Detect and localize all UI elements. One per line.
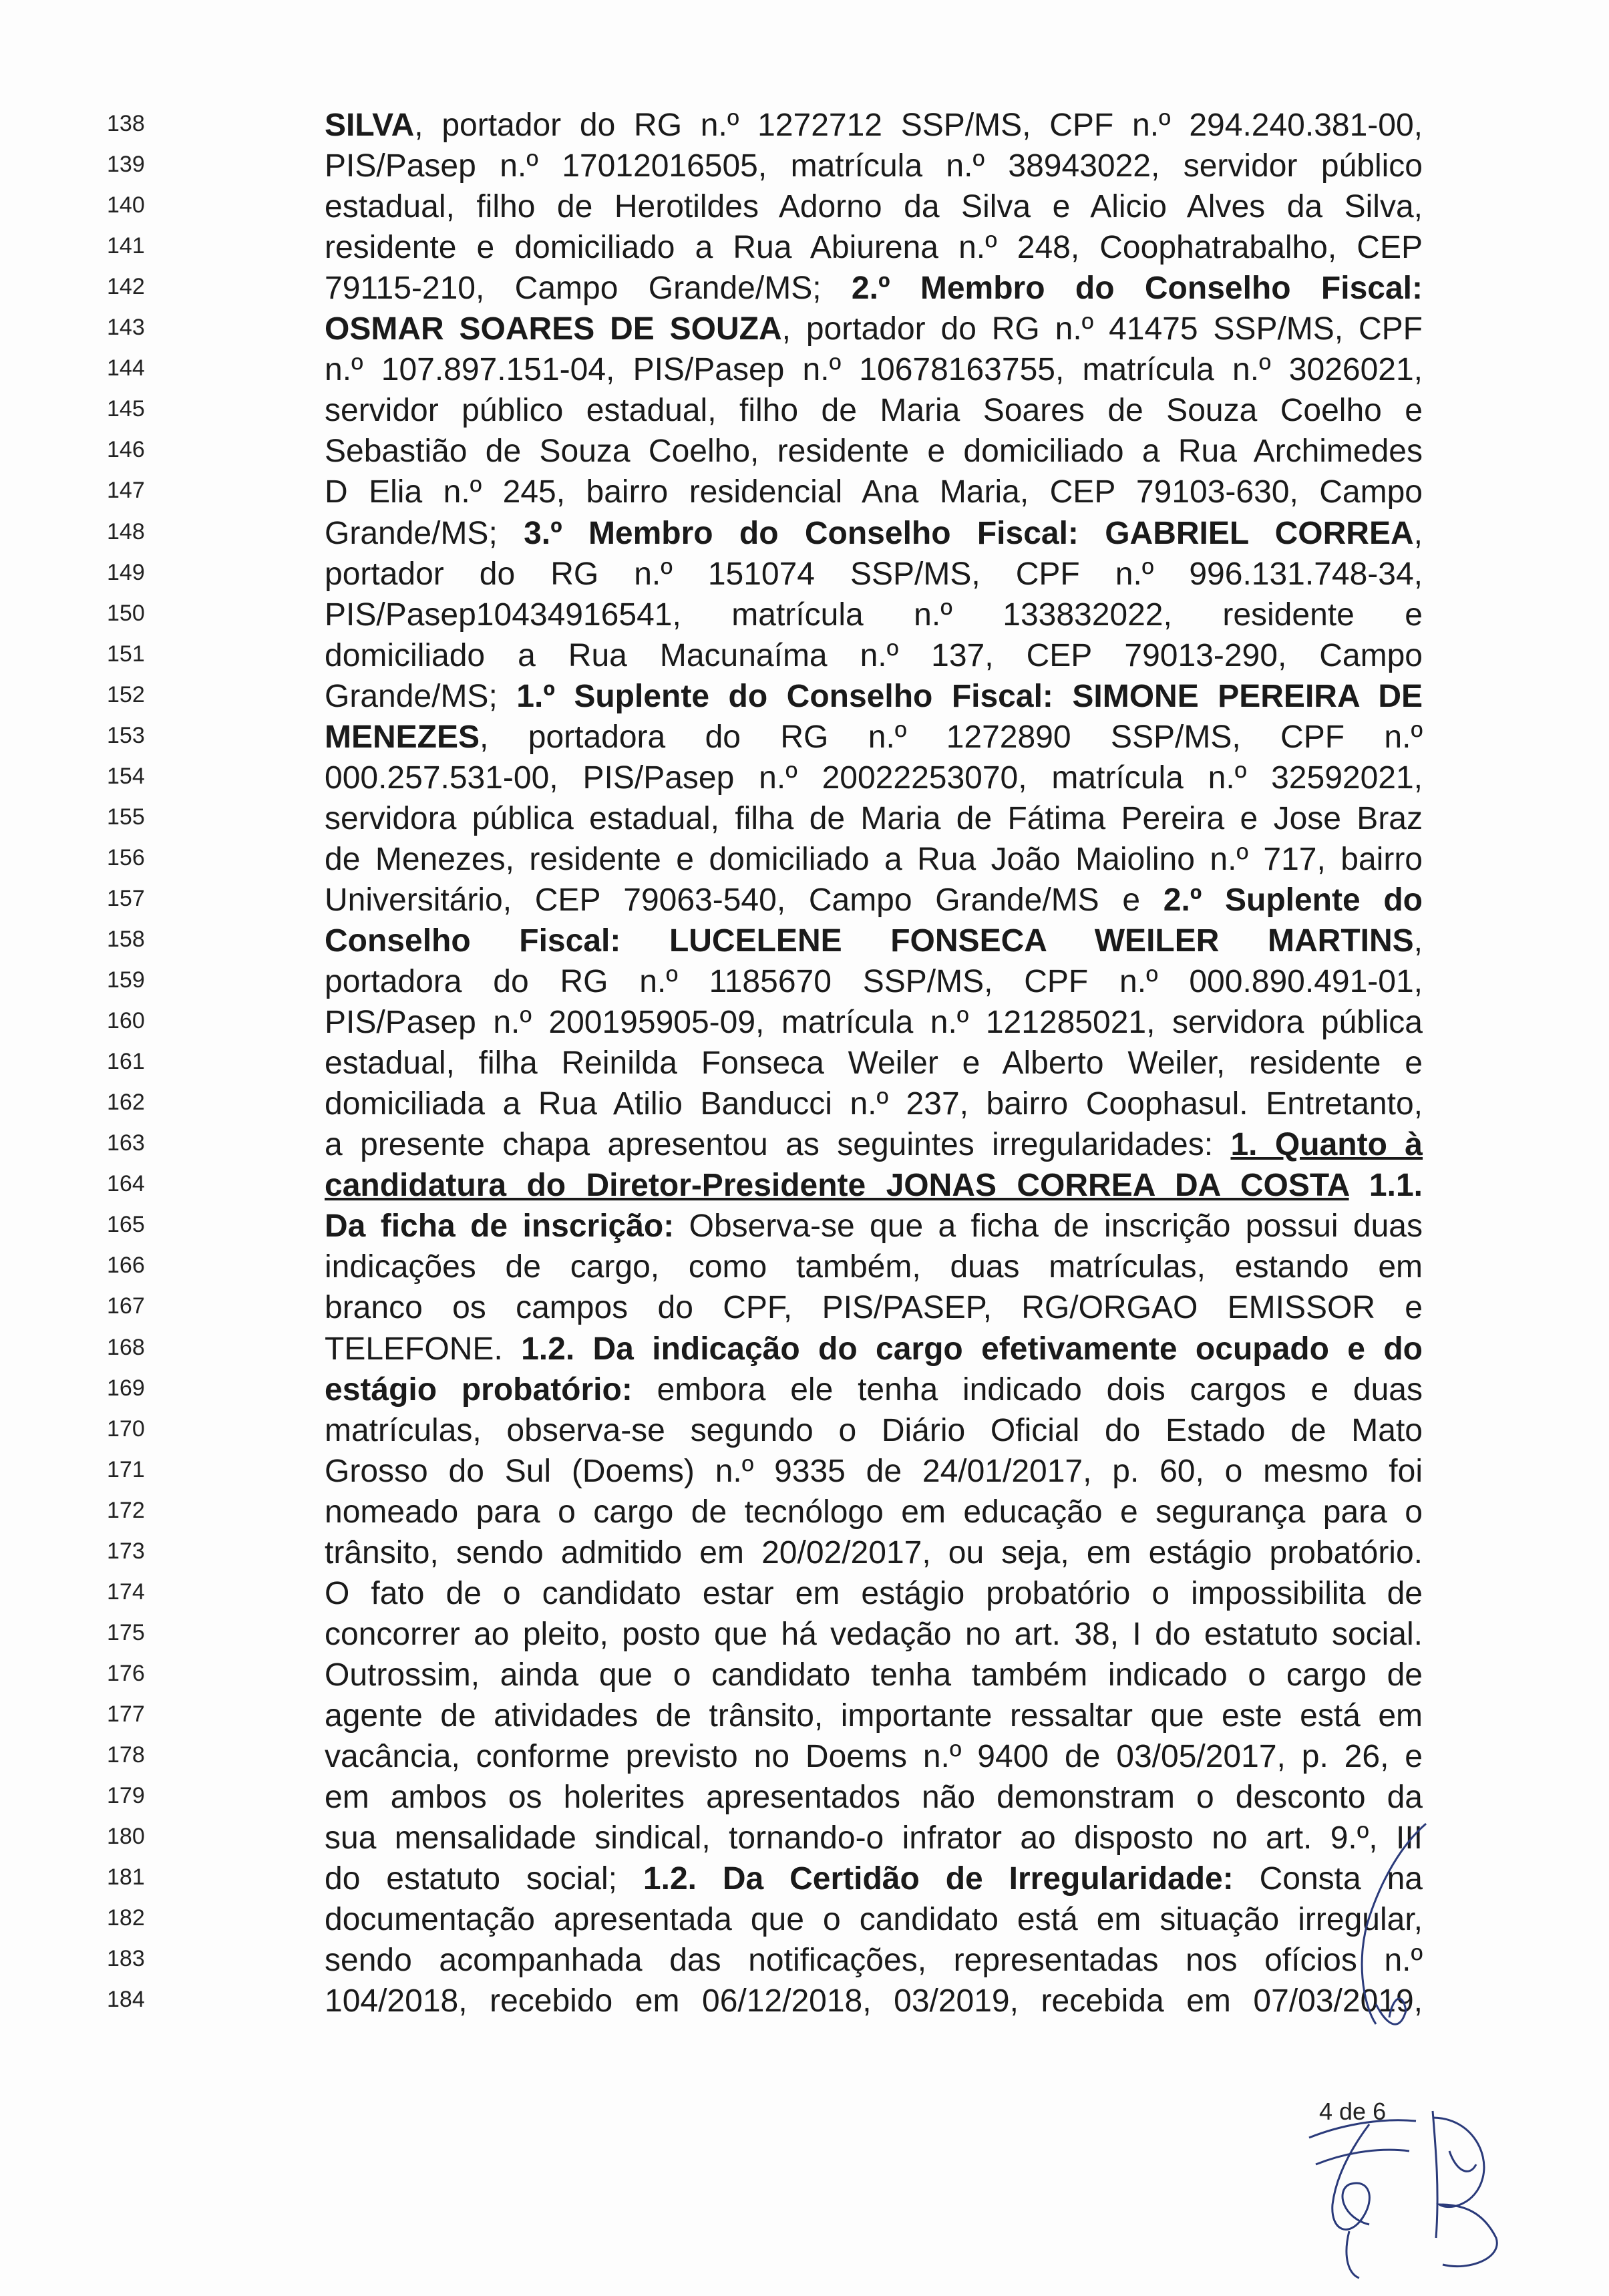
text-segment: matrículas, observa-se segundo o Diário Oficial do Estado de Mato <box>325 1413 1423 1448</box>
line-number: 143 <box>107 315 145 340</box>
text-segment: Observa-se que a ficha de inscrição possui duas <box>674 1208 1423 1244</box>
text-line <box>0 799 1609 840</box>
line-text <box>325 351 1423 389</box>
line-number: 178 <box>107 1742 145 1768</box>
text-segment: servidor público estadual, filho de Maria Soares de Souza Coelho e <box>325 393 1423 428</box>
line-number: 183 <box>107 1946 145 1971</box>
text-segment: agente de atividades de trânsito, importante ressaltar que este está em <box>325 1698 1423 1734</box>
bold-text-segment: estágio probatório: <box>325 1372 633 1408</box>
text-line <box>0 472 1609 513</box>
line-number: 150 <box>107 601 145 626</box>
line-number: 165 <box>107 1212 145 1237</box>
signature-stroke <box>1316 2150 1409 2164</box>
line-number: 169 <box>107 1375 145 1401</box>
text-line <box>0 269 1609 309</box>
text-line <box>0 595 1609 636</box>
text-segment: servidora pública estadual, filha de Maria de Fátima Pereira e Jose Braz <box>325 801 1423 836</box>
line-text <box>325 719 1423 756</box>
text-line <box>0 1655 1609 1696</box>
line-text <box>325 392 1423 430</box>
line-text <box>325 800 1423 838</box>
signature-stroke <box>1362 1824 1426 2024</box>
line-text <box>325 148 1423 185</box>
line-number: 170 <box>107 1416 145 1442</box>
text-segment: , portador do RG n.º 1272712 SSP/MS, CPF n.º 294.240.381-00, <box>414 108 1423 143</box>
line-text <box>325 1412 1423 1450</box>
text-segment: residente e domiciliado a Rua Abiurena n.º 248, Coophatrabalho, CEP <box>325 230 1423 265</box>
text-line <box>0 309 1609 350</box>
line-number: 151 <box>107 641 145 667</box>
line-number: 175 <box>107 1620 145 1645</box>
line-text <box>325 188 1423 226</box>
line-text <box>325 1371 1423 1409</box>
line-text <box>325 923 1423 960</box>
text-segment: Grosso do Sul (Doems) n.º 9335 de 24/01/2017, p. 60, o mesmo foi <box>325 1454 1423 1489</box>
line-text <box>325 1738 1423 1776</box>
text-line <box>0 106 1609 146</box>
line-text <box>325 1901 1423 1939</box>
text-line <box>0 1206 1609 1247</box>
line-text <box>325 1126 1423 1164</box>
text-segment: 000.257.531-00, PIS/Pasep n.º 20022253070, matrícula n.º 32592021, <box>325 760 1423 796</box>
text-segment: , <box>1413 516 1423 551</box>
line-number: 161 <box>107 1049 145 1074</box>
text-line <box>0 514 1609 554</box>
text-segment: , portador do RG n.º 41475 SSP/MS, CPF <box>781 311 1423 347</box>
signature-stroke <box>1332 2124 1370 2229</box>
text-segment: documentação apresentada que o candidato está em situação irregular, <box>325 1902 1423 1937</box>
line-number: 142 <box>107 274 145 299</box>
text-segment: sua mensalidade sindical, tornando-o infrator ao disposto no art. 9.º, III <box>325 1820 1423 1856</box>
handwritten-signatures <box>1269 1804 1603 2285</box>
line-text <box>325 1045 1423 1082</box>
line-text <box>325 1860 1423 1898</box>
line-number: 173 <box>107 1538 145 1564</box>
bold-text-segment: candidatura do Diretor-Presidente JONAS CORREA DA COSTA <box>325 1168 1349 1203</box>
text-segment: em ambos os holerites apresentados não demonstram o desconto da <box>325 1780 1423 1815</box>
line-number: 139 <box>107 152 145 177</box>
line-text <box>325 311 1423 348</box>
text-segment: Consta na <box>1233 1861 1423 1897</box>
bold-text-segment: 2.º Membro do Conselho Fiscal: <box>851 271 1423 306</box>
text-segment: concorrer ao pleito, posto que há vedação no art. 38, I do estatuto social. <box>325 1617 1423 1652</box>
line-number: 174 <box>107 1579 145 1605</box>
text-segment: Grande/MS; <box>325 679 517 714</box>
line-text <box>325 474 1423 511</box>
line-number: 177 <box>107 1701 145 1727</box>
text-segment: PIS/Pasep n.º 17012016505, matrícula n.º 38943022, servidor público <box>325 148 1423 184</box>
text-segment: trânsito, sendo admitido em 20/02/2017, ou seja, em estágio probatório. <box>325 1535 1423 1571</box>
text-line <box>0 228 1609 269</box>
line-text <box>325 1779 1423 1816</box>
text-line <box>0 1370 1609 1411</box>
line-text <box>325 1004 1423 1041</box>
bold-text-segment: 2.º Suplente do <box>1163 882 1423 918</box>
text-segment: domiciliado a Rua Macunaíma n.º 137, CEP 79013-290, Campo <box>325 638 1423 673</box>
line-text <box>325 1983 1423 2020</box>
text-line <box>0 1166 1609 1206</box>
text-line <box>0 1247 1609 1288</box>
text-segment: estadual, filho de Herotildes Adorno da Silva e Alicio Alves da Silva, <box>325 189 1423 224</box>
text-segment: do estatuto social; <box>325 1861 643 1897</box>
line-text <box>325 760 1423 797</box>
text-line <box>0 1329 1609 1370</box>
page-number: 4 de 6 <box>1319 2098 1387 2125</box>
line-text <box>325 637 1423 675</box>
line-number: 163 <box>107 1130 145 1156</box>
text-line <box>0 840 1609 880</box>
line-text <box>325 1657 1423 1694</box>
text-line <box>0 636 1609 677</box>
line-number: 145 <box>107 396 145 422</box>
text-line <box>0 146 1609 187</box>
line-text <box>325 1494 1423 1531</box>
line-number: 140 <box>107 192 145 218</box>
line-text <box>325 1331 1423 1368</box>
line-text <box>325 882 1423 919</box>
text-line <box>0 758 1609 799</box>
line-number: 147 <box>107 478 145 503</box>
line-number: 138 <box>107 111 145 136</box>
line-text <box>325 1534 1423 1572</box>
text-segment: Outrossim, ainda que o candidato tenha também indicado o cargo de <box>325 1657 1423 1693</box>
line-text <box>325 963 1423 1001</box>
text-segment: estadual, filha Reinilda Fonseca Weiler e Alberto Weiler, residente e <box>325 1045 1423 1081</box>
text-line <box>0 1411 1609 1452</box>
text-line <box>0 717 1609 758</box>
line-number: 184 <box>107 1987 145 2012</box>
bold-text-segment: 1.2. Da indicação do cargo efetivamente ocupado e do <box>521 1331 1423 1367</box>
text-line <box>0 1288 1609 1329</box>
bold-text-segment: OSMAR SOARES DE SOUZA <box>325 311 782 347</box>
line-text <box>325 433 1423 470</box>
signature-stroke <box>1449 2151 1476 2171</box>
text-line <box>0 350 1609 391</box>
text-line <box>0 187 1609 228</box>
line-text <box>325 1697 1423 1735</box>
text-segment: TELEFONE. <box>325 1331 522 1367</box>
line-number: 164 <box>107 1171 145 1196</box>
line-text <box>325 1086 1423 1123</box>
line-text <box>325 1453 1423 1490</box>
line-text <box>325 229 1423 267</box>
line-number: 153 <box>107 723 145 748</box>
text-line <box>0 554 1609 595</box>
line-number: 148 <box>107 519 145 544</box>
text-segment: sendo acompanhada das notificações, representadas nos ofícios n.º <box>325 1943 1423 1978</box>
line-number: 158 <box>107 927 145 952</box>
line-text <box>325 556 1423 593</box>
text-segment: , portadora do RG n.º 1272890 SSP/MS, CPF n.º <box>480 719 1423 755</box>
line-number: 156 <box>107 845 145 870</box>
text-segment: domiciliada a Rua Atilio Banducci n.º 237, bairro Coophasul. Entretanto, <box>325 1086 1423 1122</box>
line-number: 172 <box>107 1498 145 1523</box>
text-segment: , <box>1413 923 1423 959</box>
line-number: 160 <box>107 1008 145 1033</box>
text-segment: n.º 107.897.151-04, PIS/Pasep n.º 10678163755, matrícula n.º 3026021, <box>325 352 1423 387</box>
line-text <box>325 1249 1423 1286</box>
text-segment: branco os campos do CPF, PIS/PASEP, RG/ORGAO EMISSOR e <box>325 1290 1423 1325</box>
text-segment: Sebastião de Souza Coelho, residente e domiciliado a Rua Archimedes <box>325 434 1423 469</box>
bold-text-segment: SILVA <box>325 108 415 143</box>
text-line <box>0 1737 1609 1778</box>
bold-text-segment: 1.1. <box>1349 1168 1423 1203</box>
text-line <box>0 1533 1609 1574</box>
line-number: 179 <box>107 1783 145 1808</box>
line-number: 159 <box>107 967 145 993</box>
line-number: 168 <box>107 1335 145 1360</box>
text-line <box>0 391 1609 432</box>
bold-text-segment: 3.º Membro do Conselho Fiscal: GABRIEL CORREA <box>524 516 1414 551</box>
text-line <box>0 1492 1609 1533</box>
text-segment: 104/2018, recebido em 06/12/2018, 03/2019, recebida em 07/03/2019, <box>325 1983 1423 2019</box>
line-number: 144 <box>107 355 145 381</box>
line-number: 141 <box>107 233 145 259</box>
text-segment: D Elia n.º 245, bairro residencial Ana Maria, CEP 79103-630, Campo <box>325 474 1423 510</box>
text-segment: O fato de o candidato estar em estágio probatório o impossibilita de <box>325 1576 1423 1611</box>
bold-text-segment: Conselho Fiscal: LUCELENE FONSECA WEILER MARTINS <box>325 923 1414 959</box>
line-text <box>325 1942 1423 1979</box>
line-text <box>325 678 1423 715</box>
text-segment: portador do RG n.º 151074 SSP/MS, CPF n.º 996.131.748-34, <box>325 556 1423 592</box>
text-line <box>0 677 1609 717</box>
text-line <box>0 1043 1609 1084</box>
line-number: 166 <box>107 1253 145 1278</box>
line-text <box>325 107 1423 144</box>
line-text <box>325 1289 1423 1327</box>
text-line <box>0 1696 1609 1737</box>
text-segment: embora ele tenha indicado dois cargos e duas <box>632 1372 1423 1408</box>
signature-stroke <box>1376 1999 1406 2024</box>
bold-text-segment: 1.º Suplente do Conselho Fiscal: SIMONE PEREIRA DE <box>516 679 1423 714</box>
bold-text-segment: 1. Quanto à <box>1230 1127 1423 1162</box>
text-line <box>0 432 1609 472</box>
text-segment: nomeado para o cargo de tecnólogo em educação e segurança para o <box>325 1494 1423 1530</box>
text-segment: a presente chapa apresentou as seguintes irregularidades: <box>325 1127 1231 1162</box>
text-segment: indicações de cargo, como também, duas matrículas, estando em <box>325 1249 1423 1285</box>
text-segment: PIS/Pasep n.º 200195905-09, matrícula n.º 121285021, servidora pública <box>325 1005 1423 1040</box>
line-text <box>325 1208 1423 1245</box>
text-line <box>0 1452 1609 1492</box>
text-line <box>0 1574 1609 1615</box>
line-text <box>325 597 1423 634</box>
text-line <box>0 962 1609 1003</box>
text-line <box>0 1084 1609 1125</box>
line-number: 180 <box>107 1824 145 1849</box>
line-number: 157 <box>107 886 145 911</box>
text-segment: 79115-210, Campo Grande/MS; <box>325 271 852 306</box>
bold-text-segment: 1.2. Da Certidão de Irregularidade: <box>643 1861 1234 1897</box>
text-segment: portadora do RG n.º 1185670 SSP/MS, CPF n.º 000.890.491-01, <box>325 964 1423 999</box>
line-number: 162 <box>107 1090 145 1115</box>
text-line <box>0 880 1609 921</box>
text-line <box>0 1125 1609 1166</box>
line-text <box>325 270 1423 307</box>
text-segment: vacância, conforme previsto no Doems n.º 9400 de 03/05/2017, p. 26, e <box>325 1739 1423 1774</box>
signature-stroke <box>1433 2118 1497 2267</box>
text-segment: Grande/MS; <box>325 516 524 551</box>
line-number: 171 <box>107 1457 145 1482</box>
text-segment: de Menezes, residente e domiciliado a Rua João Maiolino n.º 717, bairro <box>325 842 1423 877</box>
bold-text-segment: MENEZES <box>325 719 480 755</box>
text-segment: PIS/Pasep10434916541, matrícula n.º 133832022, residente e <box>325 597 1423 633</box>
line-text <box>325 1575 1423 1613</box>
line-number: 181 <box>107 1864 145 1890</box>
text-line <box>0 1003 1609 1043</box>
line-text <box>325 1167 1423 1204</box>
text-segment: Universitário, CEP 79063-540, Campo Grande/MS e <box>325 882 1164 918</box>
text-line <box>0 1615 1609 1655</box>
signature-stroke <box>1433 2111 1437 2238</box>
line-text <box>325 841 1423 878</box>
line-number: 146 <box>107 437 145 462</box>
line-text <box>325 1820 1423 1857</box>
signature-stroke <box>1347 2231 1359 2278</box>
line-number: 155 <box>107 804 145 830</box>
line-number: 149 <box>107 560 145 585</box>
line-number: 154 <box>107 764 145 789</box>
bold-text-segment: Da ficha de inscrição: <box>325 1208 675 1244</box>
line-text <box>325 1616 1423 1653</box>
line-number: 152 <box>107 682 145 707</box>
line-number: 182 <box>107 1905 145 1931</box>
line-number: 167 <box>107 1293 145 1319</box>
line-text <box>325 515 1423 552</box>
line-number: 176 <box>107 1661 145 1686</box>
text-line <box>0 921 1609 962</box>
